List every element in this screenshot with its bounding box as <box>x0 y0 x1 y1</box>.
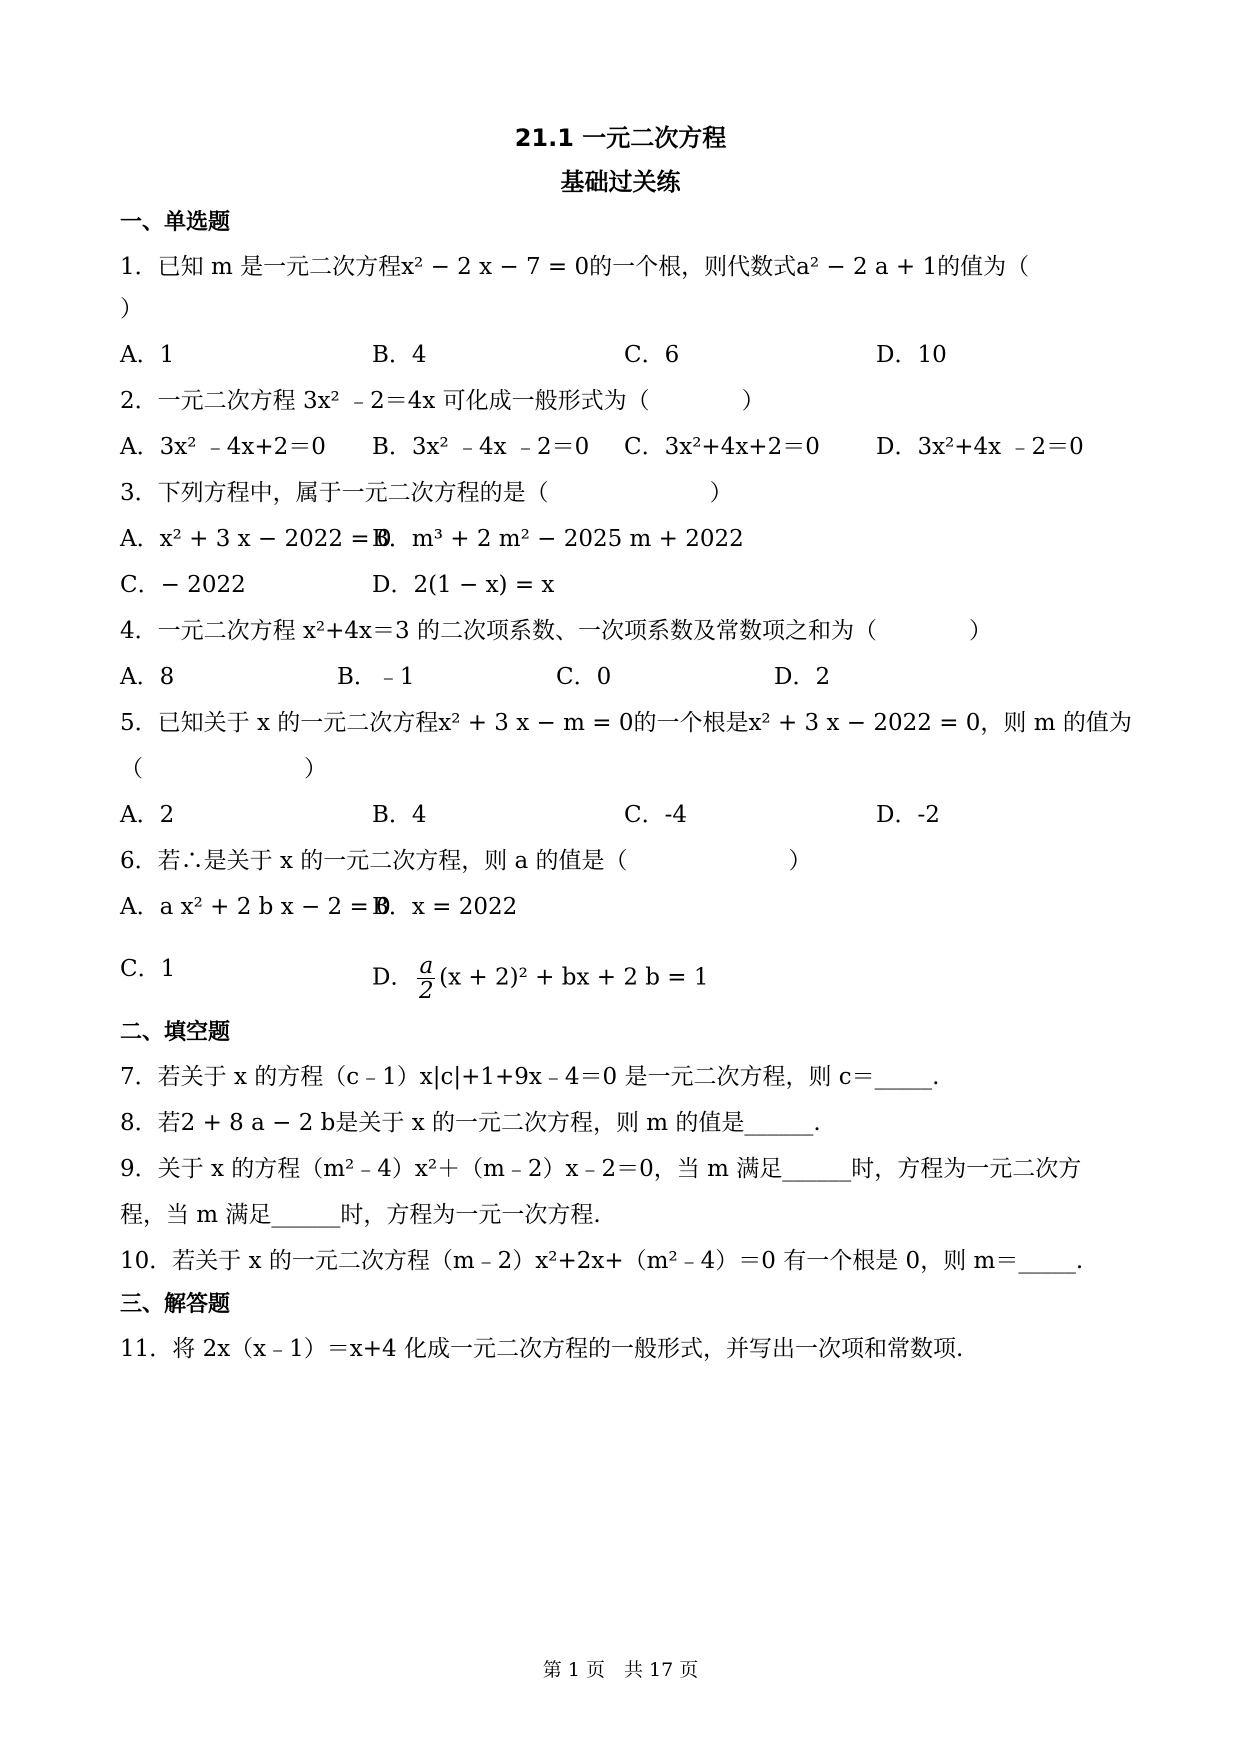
question-11-text: 11．将 2x（x﹣1）＝x+4 化成一元二次方程的一般形式，并写出一次项和常数项. <box>120 1336 964 1362</box>
page-subtitle: 基础过关练 <box>560 168 681 196</box>
question-9-text: 9．关于 x 的方程（m²﹣4）x²＋（m﹣2）x﹣2＝0，当 m 满足______时，方程为一元二次方 <box>120 1156 1082 1182</box>
question-5-option-c: C．-4 <box>624 802 688 828</box>
question-2-option-a: A．3x² ﹣4x+2＝0 <box>120 434 326 460</box>
question-6-option-b: B．x = 2022 <box>372 894 518 920</box>
question-8-text: 8．若2 + 8 a − 2 b是关于 x 的一元二次方程，则 m 的值是______. <box>120 1110 821 1136</box>
question-2-option-d: D．3x²+4x ﹣2＝0 <box>876 434 1084 460</box>
section-heading-solution: 三、解答题 <box>120 1292 231 1317</box>
question-2-text: 2．一元二次方程 3x² ﹣2＝4x 可化成一般形式为（ ） <box>120 388 765 414</box>
question-6-option-a: A．a x² + 2 b x − 2 = 0 <box>120 894 391 920</box>
question-5-text: 5．已知关于 x 的一元二次方程x² + 3 x − m = 0的一个根是x² + 3 x − 2022 = 0，则 m 的值为 <box>120 710 1132 736</box>
question-5-option-b: B．4 <box>372 802 427 828</box>
question-5-option-d: D．-2 <box>876 802 940 828</box>
question-4-text: 4．一元二次方程 x²+4x＝3 的二次项系数、一次项系数及常数项之和为（ ） <box>120 618 992 644</box>
question-6-text: 6．若∴是关于 x 的一元二次方程，则 a 的值是（ ） <box>120 848 812 874</box>
question-3-option-d: D．2(1 − x) = x <box>372 572 555 598</box>
section-heading-single-choice: 一、单选题 <box>120 210 231 235</box>
question-1-text: 1．已知 m 是一元二次方程x² − 2 x − 7 = 0的一个根，则代数式a² − 2 a + 1的值为（ <box>120 254 1030 280</box>
question-6-option-d <box>372 954 709 1003</box>
question-3-text: 3．下列方程中，属于一元二次方程的是（ ） <box>120 480 733 506</box>
question-3-option-a: A．x² + 3 x − 2022 = 0 <box>120 526 392 552</box>
question-5-option-a: A．2 <box>120 802 175 828</box>
fraction-denominator: 2 <box>418 978 434 1004</box>
fraction <box>417 954 435 1003</box>
question-6-option-d-label: D． <box>372 964 414 991</box>
question-1-option-c: C．6 <box>624 342 680 368</box>
question-3-option-c: C．− 2022 <box>120 572 246 598</box>
question-4-option-a: A．8 <box>120 664 175 690</box>
question-9-text-cont: 程，当 m 满足______时，方程为一元一次方程. <box>120 1202 601 1228</box>
question-10-text: 10．若关于 x 的一元二次方程（m﹣2）x²+2x+（m²﹣4）＝0 有一个根是 0，则 m＝_____. <box>120 1248 1084 1274</box>
question-3-option-b: B．m³ + 2 m² − 2025 m + 2022 <box>372 526 744 552</box>
question-2-option-b: B．3x² ﹣4x ﹣2＝0 <box>372 434 590 460</box>
question-5-text-cont: （ ） <box>120 756 327 782</box>
question-7-text: 7．若关于 x 的方程（c﹣1）x|c|+1+9x﹣4＝0 是一元二次方程，则 c＝_____. <box>120 1064 940 1090</box>
question-1-option-d: D．10 <box>876 342 947 368</box>
question-6-option-d-expression: (x + 2)² + bx + 2 b = 1 <box>439 964 709 991</box>
question-1-text-cont: ） <box>120 296 143 322</box>
question-6-option-c: C．1 <box>120 956 176 982</box>
question-4-option-b: B．﹣1 <box>337 664 415 690</box>
question-4-option-c: C．0 <box>556 664 612 690</box>
question-2-option-c: C．3x²+4x+2＝0 <box>624 434 820 460</box>
fraction-numerator: a <box>419 953 434 979</box>
section-heading-fill-blank: 二、填空题 <box>120 1020 231 1045</box>
question-4-option-d: D．2 <box>774 664 831 690</box>
page-title: 21.1 一元二次方程 <box>514 124 727 152</box>
page-footer: 第 1 页 共 17 页 <box>542 1659 699 1681</box>
question-1-option-b: B．4 <box>372 342 427 368</box>
question-1-option-a: A．1 <box>120 342 175 368</box>
